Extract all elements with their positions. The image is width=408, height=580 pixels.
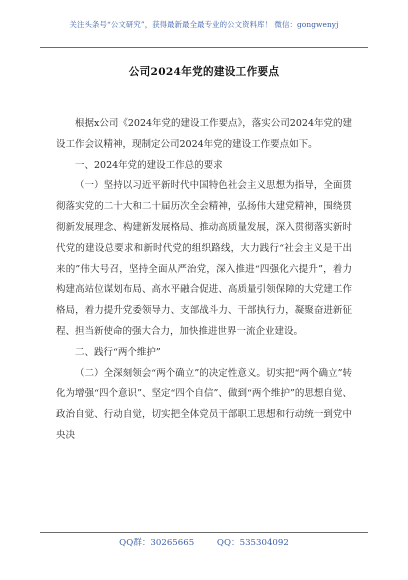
section-heading-1: 一、2024年党的建设工作总的要求 [75, 159, 223, 171]
page-footer [0, 536, 408, 548]
paragraph-item-2: （二）全深刻领会“两个确立”的决定性意义。切实把“两个确立”转化为增强“四个意识”、坚定“四个自信”、做到“两个维护”的思想自觉、政治自觉、行动自觉，切实把全体党员干部职工思想和行动统一到党中央决 [56, 367, 352, 441]
header-text: 关注头条号“公文研究”，获得最新最全最专业的公文资料库！ 微信：gongwenyj [69, 19, 339, 29]
page-header [0, 0, 408, 48]
header-divider [40, 47, 368, 48]
document-body [56, 114, 352, 447]
footer-qq-group: QQ群：30265665 [119, 538, 195, 548]
section-heading-2: 二、践行“两个维护” [75, 346, 161, 358]
document-title: 公司2024年党的建设工作要点 [128, 66, 280, 78]
footer-divider [40, 532, 368, 533]
paragraph-item-1: （一）坚持以习近平新时代中国特色社会主义思想为指导，全面贯彻落实党的二十大和二十届历次全会精神，弘扬伟大建党精神，围绕贯彻新发展理念、构建新发展格局、推动高质量发展，深入贯彻落实新时代党的建设总要求和新时代党的组织路线，大力践行“社会主义是干出来的”伟大号召，坚持全面从严治党，深入推进“四强化六提升”，着力构建高站位谋划布局、高水平融合促进、高质量引领保障的大党建工作格局，着力提升党委领导力、支部战斗力、干部执行力，凝聚奋进新征程、担当新使命的强大合力，加快推进世界一流企业建设。 [56, 180, 352, 337]
footer-qq: QQ：535304092 [216, 538, 289, 548]
intro-paragraph: 根据x公司《2024年党的建设工作要点》，落实公司2024年党的建设工作会议精神，现制定公司2024年党的建设工作要点如下。 [56, 118, 352, 150]
